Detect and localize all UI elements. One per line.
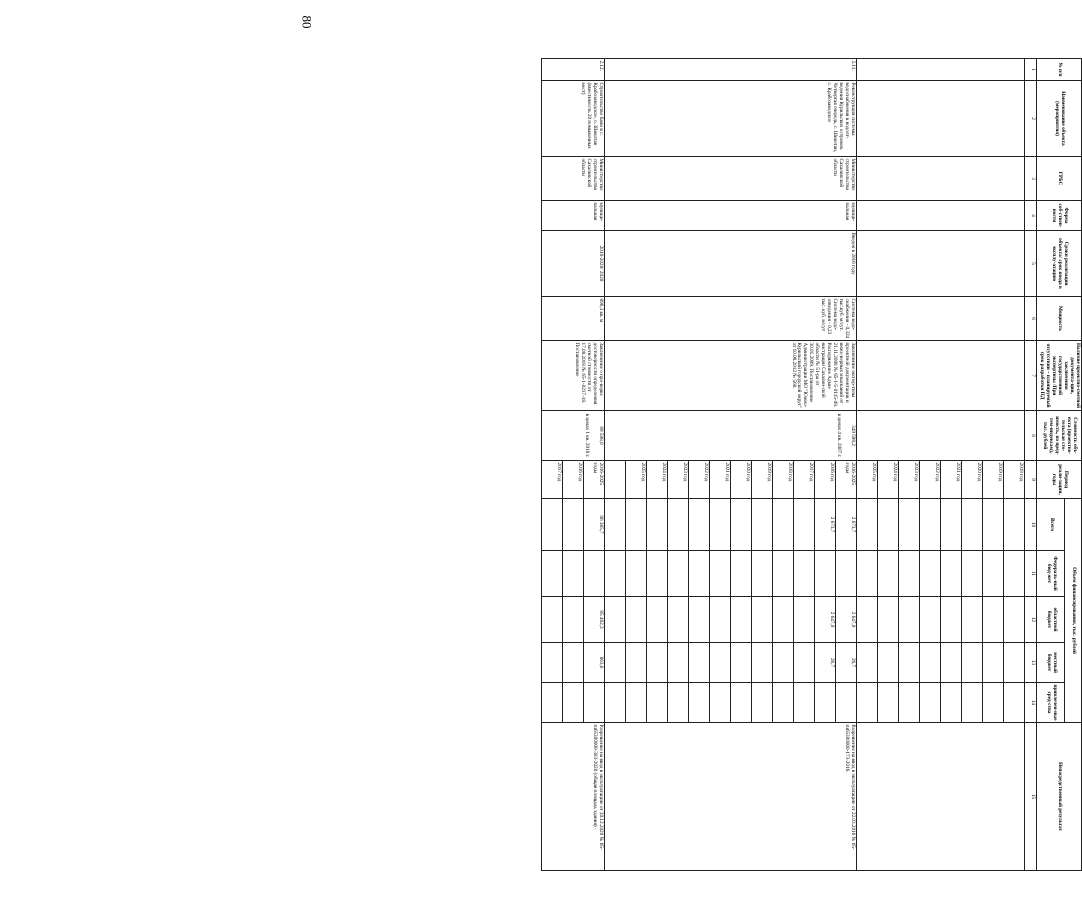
year-cell: 2022 год: [689, 461, 710, 499]
col-num: 6: [1025, 297, 1037, 341]
ownership-cell: муници-пальная: [542, 201, 605, 231]
year-cell: 2016 год: [563, 461, 584, 499]
col-header-term: Сроки реализации объекта/ срок ввода в эксплу-атацию: [1037, 231, 1082, 297]
regional-cell: 2 647,0: [815, 597, 836, 643]
col-num: 15: [1025, 723, 1037, 871]
year-cell: 2022 год: [920, 461, 941, 499]
docs-cell: Заключение о про-верке достоверности определения сметной стоимости от 17.08.2018 № 65-1-0217-18. Постановление: [542, 341, 605, 411]
regional-cell: 2 647,0: [836, 597, 857, 643]
col-header-reg: областной бюджет: [1037, 597, 1065, 643]
row-number: 2.11.: [605, 59, 857, 81]
year-cell: 2019 год: [983, 461, 1004, 499]
year-cell: 2021 год: [941, 461, 962, 499]
regional-cell: 85 482,3: [584, 597, 605, 643]
col-header-n: № п/п: [1037, 59, 1082, 81]
year-cell: 2024 год: [647, 461, 668, 499]
local-cell: 26,7: [836, 643, 857, 683]
page-number: 80: [299, 15, 315, 29]
cost-cell: [542, 411, 605, 461]
cost-value: 349 598,2: [850, 425, 857, 446]
term-cell: 2018-2020/ 2020: [542, 231, 605, 297]
row-number: 2.12.: [542, 59, 605, 81]
col-num: 5: [1025, 231, 1037, 297]
col-header-fed: Федераль-ный бюд-жет: [1037, 551, 1065, 597]
cost-note: в ценах 4 кв. 2007 г.: [836, 413, 843, 458]
total-cell: 2 673,7: [815, 499, 836, 551]
col-header-power: Мощность: [1037, 297, 1082, 341]
table-row: [836, 59, 857, 871]
year-cell: 2017 год: [542, 461, 563, 499]
col-header-cost: Стоимость объ-екта (проектно-тельская сто-имость, по пред-тем-индексам), тыс. рублей: [1037, 411, 1082, 461]
year-cell: 2018 год: [773, 461, 794, 499]
object-name: Реконструкция системы водоснабжения и водоот-ведения Курильских островов. Четвертая очередь, с. Шикотан, с. Крабозаводское: [605, 81, 857, 157]
header-row: [1065, 59, 1082, 871]
col-header-period: Период реали-зации, годы: [1037, 461, 1082, 499]
period-cell: 2016-2025 годы: [584, 461, 605, 499]
col-num: 10: [1025, 499, 1037, 551]
col-num: 12: [1025, 597, 1037, 643]
result-cell: Разрешение на ввод в эксплуатацию от 22.03.2016 № 65-ru65300000-173-2016.: [605, 723, 857, 871]
year-cell: 2023 год: [899, 461, 920, 499]
term-cell: Введен в 2016 году: [605, 231, 857, 297]
financing-table: [541, 58, 1082, 871]
col-header-att: привлечен-ные сред-ства: [1037, 683, 1065, 723]
col-num: 14: [1025, 683, 1037, 723]
col-num: 13: [1025, 643, 1037, 683]
total-cell: 2 673,7: [836, 499, 857, 551]
col-num: 2: [1025, 81, 1037, 157]
cost-note: в ценах 1 кв. 2018 г.: [584, 413, 591, 458]
grbs-cell: Министерство строительства Сахалинской области: [542, 157, 605, 201]
col-header-total: Всего: [1037, 499, 1065, 551]
local-cell: 863,6: [584, 643, 605, 683]
table-row: [584, 59, 605, 871]
col-header-loc: местный бюджет: [1037, 643, 1065, 683]
col-header-docs: Наличие проектно-сметной документа-ции, заключения государственной экспертизы /При отсутствии – планируемый срок разработки ПД: [1037, 341, 1082, 411]
total-cell: 86 365,7: [584, 499, 605, 551]
year-cell: 2025 год: [626, 461, 647, 499]
power-cell: Система водо-снабжения - 0,324 тыс.куб. м/сут. Система водо-отведения - 0,23 тыс. куб. м/сут: [605, 297, 857, 341]
year-cell: 2021 год: [710, 461, 731, 499]
local-cell: 26,7: [815, 643, 836, 683]
year-cell: 2019 год: [752, 461, 773, 499]
power-cell: 896,3 кв. м: [542, 297, 605, 341]
col-num: 4: [1025, 201, 1037, 231]
period-cell: 2016-2025 годы: [836, 461, 857, 499]
year-cell: 2024 год: [878, 461, 899, 499]
cost-value: 89 598,0: [598, 426, 605, 445]
table-row: [1004, 59, 1025, 871]
col-header-grbs: ГРБС: [1037, 157, 1082, 201]
column-number-row: [1025, 59, 1037, 871]
grbs-cell: Министерство строительства Сахалинской области: [605, 157, 857, 201]
col-header-name: Наименование объекта (мероприятия): [1037, 81, 1082, 157]
ownership-cell: муници-пальная: [605, 201, 857, 231]
result-cell: Разрешение на ввод в эксплуатацию от 30.12.2020 № 65-ru65300000-303-2020 (общая площадь здания) -: [542, 723, 605, 871]
year-cell: 2025 год: [857, 461, 878, 499]
year-cell: 2016 год: [815, 461, 836, 499]
year-cell: 2018 год: [1004, 461, 1025, 499]
docs-cell: Заключение экспер-тизы проектной документации и инже-нерных изысканий от 21.11.2008 № 65-1-5-0115-08. Распоряжение Адми-нистрации Сахалин-ской области № 51-ра от 30.01.2009. Постановление Администрации МО "Южно-Курильский городской округ" от 10.08.2012 № 568.: [605, 341, 857, 411]
col-num: 1: [1025, 59, 1037, 81]
col-num: 8: [1025, 411, 1037, 461]
object-name: Строительство бани в с. Крабозаводское, о. Шикотан (вместимость 20 помывочных мест): [542, 81, 605, 157]
cost-cell: [605, 411, 857, 461]
col-header-form: Форма соб-ствен-ности: [1037, 201, 1082, 231]
year-cell: 2020 год: [731, 461, 752, 499]
year-cell: 2023 год: [668, 461, 689, 499]
rotated-table-container: [556, 58, 1082, 870]
col-header-funding: Объем финансирования, тыс. рублей: [1065, 499, 1082, 723]
col-header-result: Непосредственный результат: [1037, 723, 1082, 871]
year-cell: 2017 год: [794, 461, 815, 499]
col-num: 11: [1025, 551, 1037, 597]
col-num: 7: [1025, 341, 1037, 411]
col-num: 9: [1025, 461, 1037, 499]
year-cell: 2020 год: [962, 461, 983, 499]
col-num: 3: [1025, 157, 1037, 201]
